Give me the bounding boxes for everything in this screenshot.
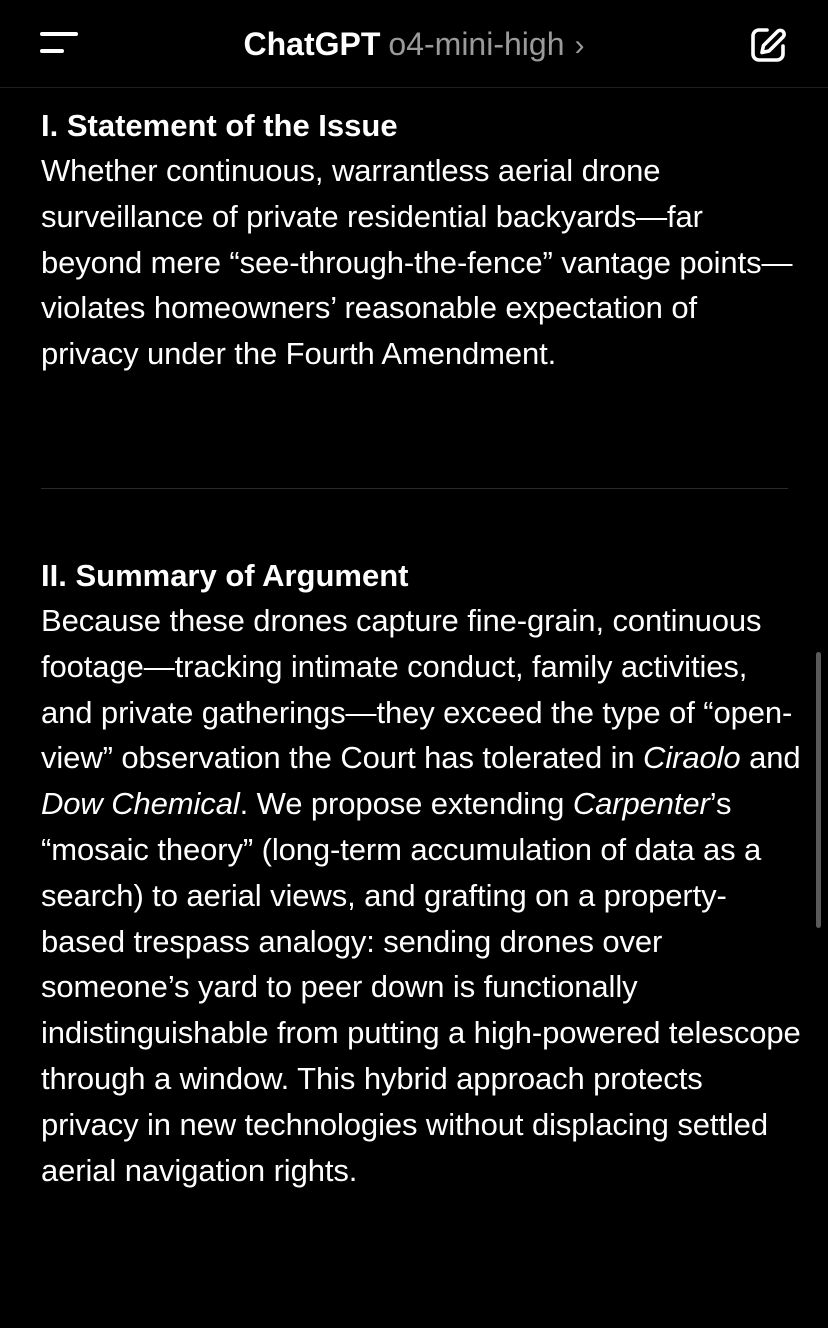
section-body [41, 598, 801, 1193]
app-title: ChatGPT [243, 26, 381, 62]
divider [41, 488, 788, 489]
chevron-right-icon: › [574, 29, 585, 62]
section-heading: II. Summary of Argument [41, 558, 409, 593]
body-text: . We propose extending [239, 786, 573, 822]
top-bar [0, 0, 828, 88]
section-body: Whether continuous, warrantless aerial drone surveillance of private residential backyards—far beyond mere “see-through-the-fence” vantage points—violates homeowners’ reasonable expectation of privacy under the Fourth Amendment. [41, 153, 793, 372]
compose-icon[interactable] [748, 25, 788, 65]
case-name: Ciraolo [643, 740, 741, 776]
model-selector[interactable] [0, 24, 828, 66]
section-summary [41, 554, 801, 1193]
case-name: Dow Chemical [41, 786, 240, 822]
body-text: Because these drones capture fine-grain, continuous footage—tracking intimate conduct, family activities, and private gatherings—they exceed the type of “open-view” observation the Court has tolerated in [41, 603, 793, 776]
body-text: and [740, 740, 801, 776]
case-name: Carpenter [572, 786, 710, 822]
section-issue [41, 104, 801, 377]
section-heading: I. Statement of the Issue [41, 108, 398, 143]
body-text: ’s “mosaic theory” (long-term accumulation of data as a search) to aerial views, and grafting on a property-based trespass analogy: sending drones over someone’s yard to peer down is functionally indistinguishable from putting a high-powered telescope through a window. This hybrid approach protects privacy in new technologies without displacing settled aerial navigation rights. [41, 786, 801, 1188]
model-name: o4-mini-high [388, 26, 565, 62]
compose-icon-graphic [748, 25, 788, 65]
scrollbar-thumb[interactable] [816, 652, 821, 928]
